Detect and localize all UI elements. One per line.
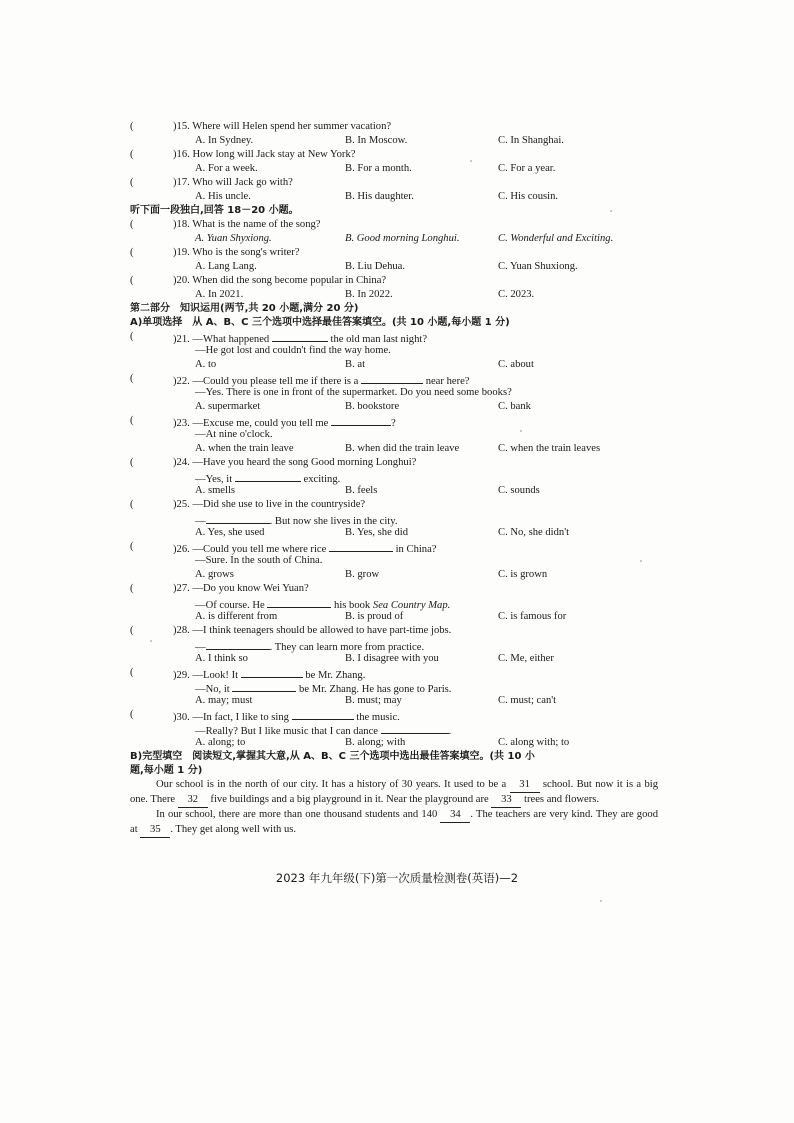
option-a: A. when the train leave bbox=[195, 443, 294, 454]
options-27 bbox=[130, 610, 665, 624]
option-b: B. along; with bbox=[345, 737, 406, 748]
section-b-title-cont: 题,每小题 1 分) bbox=[130, 765, 203, 776]
option-b: B. Yes, she did bbox=[345, 527, 408, 538]
option-b: B. In Moscow. bbox=[345, 135, 408, 146]
options-22 bbox=[130, 400, 665, 414]
options-24 bbox=[130, 484, 665, 498]
question-28: ( )28. —I think teenagers should be allowed to have part-time jobs. bbox=[130, 625, 452, 636]
option-b: B. His daughter. bbox=[345, 191, 414, 202]
options-18 bbox=[130, 232, 665, 246]
option-c: C. In Shanghai. bbox=[498, 135, 564, 146]
option-a: A. may; must bbox=[195, 695, 253, 706]
option-c: C. bank bbox=[498, 401, 531, 412]
option-b: B. Liu Dehua. bbox=[345, 261, 406, 272]
options-26 bbox=[130, 568, 665, 582]
option-c: C. No, she didn't bbox=[498, 527, 570, 538]
option-a: A. I think so bbox=[195, 653, 248, 664]
page-footer: 2023 年九年级(下)第一次质量检测卷(英语)—2 bbox=[275, 871, 519, 885]
option-b: B. must; may bbox=[345, 695, 402, 706]
cloze-passage: Our school is in the north of our city. It has a history of 30 years. It used to be a 31 school. But now it is a big one. There 32 five buildings and a big playground in it. Near the playground are 33 trees and flowers. In our school, there are more than one thousand students and 140 34 . The teachers are very kind. They are good at 35 . They get along well with us. bbox=[130, 778, 658, 838]
question-29: ( )29. —Look! It be Mr. Zhang. bbox=[130, 667, 366, 681]
option-b: B. grow bbox=[345, 569, 380, 580]
option-a: A. along; to bbox=[195, 737, 246, 748]
question-21: ( )21. —What happened the old man last night? bbox=[130, 331, 428, 345]
exam-content bbox=[130, 120, 665, 838]
option-a: A. His uncle. bbox=[195, 191, 251, 202]
question-18: ( )18. What is the name of the song? bbox=[130, 219, 321, 230]
question-20: ( )20. When did the song become popular in China? bbox=[130, 275, 387, 286]
scan-speck bbox=[520, 430, 522, 432]
blank-34[interactable]: 34 bbox=[440, 808, 470, 823]
blank-32[interactable]: 32 bbox=[178, 793, 208, 808]
option-b: B. at bbox=[345, 359, 366, 370]
option-a: A. Lang Lang. bbox=[195, 261, 257, 272]
option-a: A. to bbox=[195, 359, 217, 370]
question-21-reply: —He got lost and couldn't find the way home. bbox=[195, 345, 391, 356]
scan-speck bbox=[640, 560, 642, 562]
option-c: C. is famous for bbox=[498, 611, 567, 622]
blank[interactable] bbox=[272, 330, 328, 342]
option-b: B. is proud of bbox=[345, 611, 404, 622]
section-b-title: B)完型填空 阅读短文,掌握其大意,从 A、B、C 三个选项中选出最佳答案填空。(共 10 小 bbox=[130, 751, 535, 762]
question-17: ( )17. Who will Jack go with? bbox=[130, 177, 293, 188]
options-25 bbox=[130, 526, 665, 540]
blank[interactable] bbox=[241, 666, 303, 678]
blank[interactable] bbox=[232, 680, 296, 692]
option-b: B. feels bbox=[345, 485, 378, 496]
question-28-reply: — . They can learn more from practice. bbox=[130, 638, 665, 652]
question-19: ( )19. Who is the song's writer? bbox=[130, 247, 300, 258]
options-23 bbox=[130, 442, 665, 456]
option-b: B. I disagree with you bbox=[345, 653, 439, 664]
scan-speck bbox=[150, 640, 152, 642]
option-a: A. Yes, she used bbox=[195, 527, 265, 538]
monologue-intro: 听下面一段独白,回答 18－20 小题。 bbox=[130, 205, 299, 216]
question-29-reply: —No, it be Mr. Zhang. He has gone to Paris. bbox=[130, 680, 665, 694]
blank-31[interactable]: 31 bbox=[510, 778, 540, 793]
blank[interactable] bbox=[292, 708, 354, 720]
options-21 bbox=[130, 358, 665, 372]
question-30-reply: —Really? But I like music that I can dance . bbox=[130, 722, 665, 736]
blank[interactable] bbox=[331, 414, 391, 426]
option-b: B. In 2022. bbox=[345, 289, 393, 300]
option-b: B. when did the train leave bbox=[345, 443, 460, 454]
blank[interactable] bbox=[235, 470, 301, 482]
question-25: ( )25. —Did she use to live in the countryside? bbox=[130, 499, 366, 510]
question-26: ( )26. —Could you tell me where rice in China? bbox=[130, 541, 437, 555]
option-a: A. Yuan Shyxiong. bbox=[195, 233, 272, 244]
option-c: C. Yuan Shuxiong. bbox=[498, 261, 578, 272]
option-c: C. Wonderful and Exciting. bbox=[498, 233, 614, 244]
option-b: B. bookstore bbox=[345, 401, 400, 412]
options-16 bbox=[130, 162, 665, 176]
question-22-reply: —Yes. There is one in front of the supermarket. Do you need some books? bbox=[195, 387, 512, 398]
scan-speck bbox=[610, 210, 612, 212]
section-a-title: A)单项选择 从 A、B、C 三个选项中选择最佳答案填空。(共 10 小题,每小题 1 分) bbox=[130, 317, 510, 328]
option-c: C. must; can't bbox=[498, 695, 557, 706]
blank[interactable] bbox=[206, 512, 270, 524]
option-b: B. Good morning Longhui. bbox=[345, 233, 460, 244]
scan-speck bbox=[600, 900, 602, 902]
options-28 bbox=[130, 652, 665, 666]
option-a: A. For a week. bbox=[195, 163, 258, 174]
options-15 bbox=[130, 134, 665, 148]
option-a: A. smells bbox=[195, 485, 236, 496]
options-29 bbox=[130, 694, 665, 708]
option-a: A. supermarket bbox=[195, 401, 261, 412]
scan-speck bbox=[470, 160, 472, 162]
question-25-reply: — . But now she lives in the city. bbox=[130, 512, 665, 526]
question-15: ( )15. Where will Helen spend her summer vacation? bbox=[130, 121, 392, 132]
question-16: ( )16. How long will Jack stay at New York? bbox=[130, 149, 356, 160]
question-27-reply: —Of course. He his book Sea Country Map. bbox=[130, 596, 665, 610]
option-c: C. along with; to bbox=[498, 737, 570, 748]
question-22: ( )22. —Could you please tell me if there is a near here? bbox=[130, 373, 470, 387]
option-a: A. In Sydney. bbox=[195, 135, 254, 146]
blank[interactable] bbox=[206, 638, 270, 650]
option-c: C. is grown bbox=[498, 569, 548, 580]
options-19 bbox=[130, 260, 665, 274]
option-c: C. His cousin. bbox=[498, 191, 559, 202]
option-c: C. 2023. bbox=[498, 289, 535, 300]
question-27: ( )27. —Do you know Wei Yuan? bbox=[130, 583, 309, 594]
option-a: A. In 2021. bbox=[195, 289, 244, 300]
option-c: C. Me, either bbox=[498, 653, 554, 664]
option-c: C. when the train leaves bbox=[498, 443, 601, 454]
options-20 bbox=[130, 288, 665, 302]
question-23-reply: —At nine o'clock. bbox=[195, 429, 273, 440]
option-a: A. is different from bbox=[195, 611, 278, 622]
option-c: C. about bbox=[498, 359, 534, 370]
blank-33[interactable]: 33 bbox=[491, 793, 521, 808]
question-24-reply: —Yes, it exciting. bbox=[130, 470, 665, 484]
question-26-reply: —Sure. In the south of China. bbox=[195, 555, 323, 566]
blank[interactable] bbox=[381, 722, 449, 734]
options-30 bbox=[130, 736, 665, 750]
question-23: ( )23. —Excuse me, could you tell me ? bbox=[130, 415, 396, 429]
question-30: ( )30. —In fact, I like to sing the music. bbox=[130, 709, 400, 723]
option-a: A. grows bbox=[195, 569, 234, 580]
blank[interactable] bbox=[329, 540, 393, 552]
blank[interactable] bbox=[267, 596, 331, 608]
part2-title: 第二部分 知识运用(两节,共 20 小题,满分 20 分) bbox=[130, 303, 359, 314]
option-b: B. For a month. bbox=[345, 163, 412, 174]
options-17 bbox=[130, 190, 665, 204]
blank[interactable] bbox=[361, 372, 423, 384]
question-24: ( )24. —Have you heard the song Good morning Longhui? bbox=[130, 457, 417, 468]
option-c: C. sounds bbox=[498, 485, 540, 496]
blank-35[interactable]: 35 bbox=[140, 823, 170, 838]
option-c: C. For a year. bbox=[498, 163, 556, 174]
